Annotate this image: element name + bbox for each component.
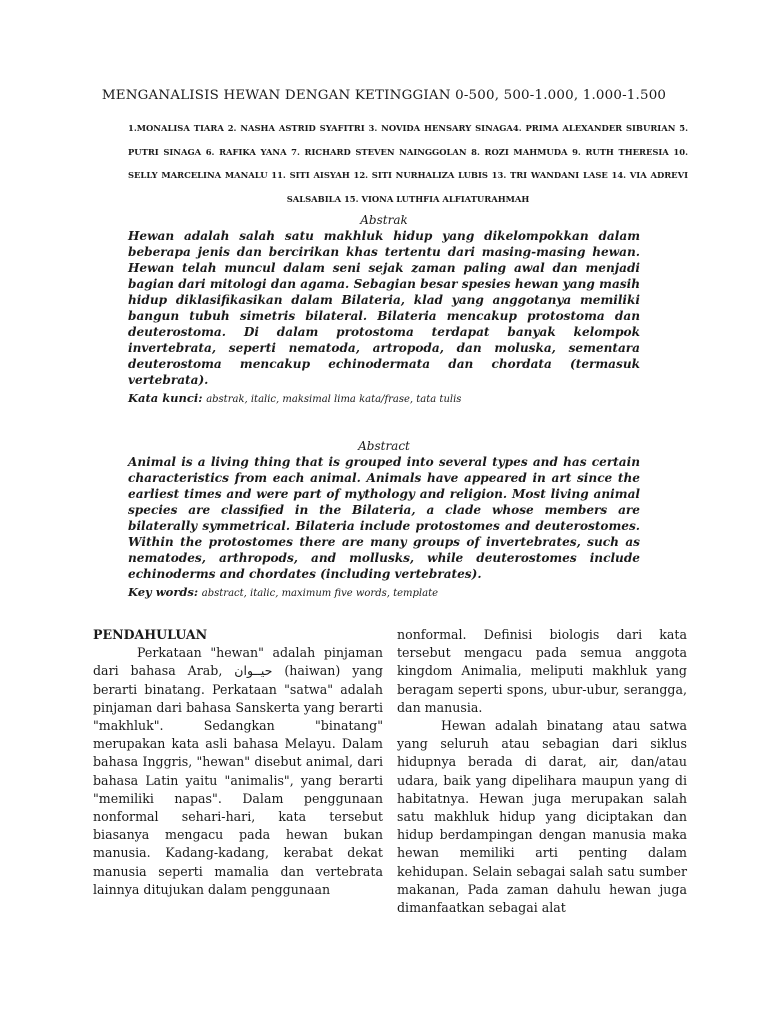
- kata-kunci-label: Kata kunci:: [128, 391, 203, 405]
- author-list: 1.MONALISA TIARA 2. NASHA ASTRID SYAFITRI 3. NOVIDA HENSARY SINAGA4. PRIMA ALEXANDER SIBURIAN 5. PUTRI SINAGA 6. RAFIKA YANA 7. RICHARD STEVEN NAINGGOLAN 8. ROZI MAHMUDA 9. RUTH THERESIA 10. SELLY MARCELINA MANALU 11. SITI AISYAH 12. SITI NURHALIZA LUBIS 13. TRI WANDANI LASE 14. VIA ADREVI SALSABILA 15. VIONA LUTHFIA ALFIATURAHMAH: [128, 123, 688, 204]
- key-words: [128, 584, 640, 602]
- paper-title: MENGANALISIS HEWAN DENGAN KETINGGIAN 0-500, 500-1.000, 1.000-1.500: [101, 88, 667, 103]
- body-paragraph: Hewan adalah binatang atau satwa yang seluruh atau sebagian dari siklus hidupnya berada di darat, air, dan/atau udara, baik yang dipelihara maupun yang di habitatnya. Hewan juga merupakan salah satu makhluk hidup yang diciptakan dan hidup berdampingan dengan manusia maka hewan memiliki arti penting dalam kehidupan. Selain sebagai salah satu sumber makanan, Pada zaman dahulu hewan juga dimanfaatkan sebagai alat: [397, 718, 687, 916]
- kata-kunci: [128, 390, 640, 408]
- kata-kunci-value: abstrak, italic, maksimal lima kata/frase, tata tulis: [206, 394, 462, 405]
- abstrak-text: Hewan adalah salah satu makhluk hidup yang dikelompokkan dalam beberapa jenis dan bercirikan khas tertentu dari masing-masing hewan. Hewan telah muncul dalam seni sejak zaman paling awal dan menjadi bagian dari mitologi dan agama. Sebagian besar spesies hewan yang masih hidup diklasifikasikan dalam Bilateria, klad yang anggotanya memiliki bangun tubuh simetris bilateral. Bilateria mencakup protostoma dan deuterostoma. Di dalam protostoma terdapat banyak kelompok invertebrata, seperti nematoda, artropoda, dan moluska, sementara deuterostoma mencakup echinodermata dan chordata (termasuk vertebrata).: [128, 229, 640, 387]
- abstract-section: [128, 438, 640, 602]
- body-paragraph: Perkataan "hewan" adalah pinjaman dari bahasa Arab, حيــوان (haiwan) yang berarti binatang. Perkataan "satwa" adalah pinjaman dari bahasa Sanskerta yang berarti "makhluk". Sedangkan "binatang" merupakan kata asli bahasa Melayu. Dalam bahasa Inggris, "hewan" disebut animal, dari bahasa Latin yaitu "animalis", yang berarti "memiliki napas". Dalam penggunaan nonformal sehari-hari, kata tersebut biasanya mengacu pada hewan bukan manusia. Kadang-kadang, kerabat dekat manusia seperti mamalia dan vertebrata lainnya ditujukan dalam penggunaan: [93, 645, 383, 897]
- body-paragraph: nonformal. Definisi biologis dari kata tersebut mengacu pada semua anggota kingdom Animalia, meliputi makhluk yang beragam seperti spons, ubur-ubur, serangga, dan manusia.: [397, 627, 687, 715]
- body-column-right: [397, 626, 687, 917]
- key-words-label: Key words:: [128, 585, 199, 599]
- abstract-text: Animal is a living thing that is grouped into several types and has certain characteristics from each animal. Animals have appeared in art since the earliest times and were part of mythology and religion. Most living animal species are classified in the Bilateria, a clade whose members are bilaterally symmetrical. Bilateria include protostomes and deuterostomes. Within the protostomes there are many groups of invertebrates, such as nematodes, arthropods, and mollusks, while deuterostomes include echinoderms and chordates (including vertebrates).: [128, 455, 640, 581]
- abstrak-section: [128, 212, 640, 408]
- section-heading-pendahuluan: PENDAHULUAN: [93, 627, 208, 642]
- abstrak-heading: Abstrak: [360, 213, 408, 227]
- body-column-left: [93, 626, 383, 899]
- key-words-value: abstract, italic, maximum five words, template: [201, 588, 439, 599]
- abstract-heading: Abstract: [358, 439, 410, 453]
